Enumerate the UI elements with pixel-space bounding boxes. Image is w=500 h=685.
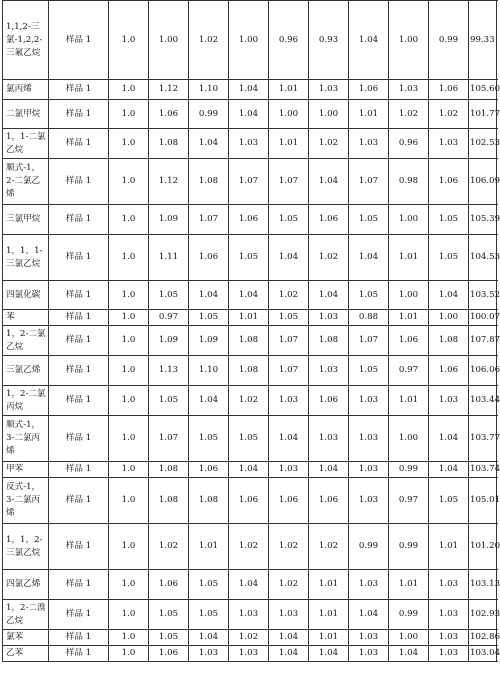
value-cell: 1.0 <box>109 100 149 129</box>
compound-name-cell: 1，1-二氯乙烷 <box>3 129 49 159</box>
value-cell: 1.06 <box>309 205 349 235</box>
value-cell: 0.99 <box>429 1 469 80</box>
sample-cell: 样品 1 <box>49 129 109 159</box>
value-cell: 1.01 <box>349 100 389 129</box>
value-cell: 1.00 <box>309 100 349 129</box>
value-cell: 1.07 <box>189 205 229 235</box>
recovery-rate-cell: 105.39 <box>469 205 497 235</box>
table-row <box>3 524 497 570</box>
value-cell: 1.02 <box>229 524 269 570</box>
value-cell: 1.05 <box>229 235 269 281</box>
value-cell: 1.00 <box>389 630 429 646</box>
compound-name-cell: 乙苯 <box>3 646 49 662</box>
recovery-rate-cell: 100.07 <box>469 310 497 326</box>
value-cell: 1.0 <box>109 356 149 386</box>
value-cell: 1.06 <box>429 356 469 386</box>
value-cell: 1.05 <box>229 416 269 462</box>
recovery-rate-cell: 106.06 <box>469 356 497 386</box>
recovery-rate-cell: 107.87 <box>469 326 497 356</box>
value-cell: 1.0 <box>109 281 149 310</box>
value-cell: 0.97 <box>149 310 189 326</box>
table-row <box>3 159 497 205</box>
recovery-rate-cell: 103.13 <box>469 570 497 600</box>
value-cell: 1.06 <box>229 205 269 235</box>
value-cell: 1.05 <box>189 310 229 326</box>
value-cell: 1.10 <box>189 80 229 100</box>
value-cell: 1.08 <box>149 462 189 478</box>
value-cell: 1.03 <box>349 129 389 159</box>
value-cell: 1.00 <box>429 310 469 326</box>
value-cell: 1.03 <box>389 80 429 100</box>
sample-cell: 样品 1 <box>49 80 109 100</box>
value-cell: 1.07 <box>149 416 189 462</box>
value-cell: 1.01 <box>269 80 309 100</box>
value-cell: 1.03 <box>309 416 349 462</box>
value-cell: 1.01 <box>389 570 429 600</box>
value-cell: 1.04 <box>309 281 349 310</box>
value-cell: 1.06 <box>389 326 429 356</box>
value-cell: 0.99 <box>349 524 389 570</box>
value-cell: 1.04 <box>429 462 469 478</box>
value-cell: 1.05 <box>349 205 389 235</box>
value-cell: 1.01 <box>389 310 429 326</box>
value-cell: 1.04 <box>189 386 229 416</box>
value-cell: 1.04 <box>269 235 309 281</box>
value-cell: 1.06 <box>229 478 269 524</box>
value-cell: 1.02 <box>309 129 349 159</box>
table-row <box>3 100 497 129</box>
value-cell: 1.00 <box>389 416 429 462</box>
value-cell: 1.03 <box>229 646 269 662</box>
table-row <box>3 416 497 462</box>
value-cell: 1.07 <box>349 326 389 356</box>
table-row <box>3 646 497 662</box>
value-cell: 1.07 <box>229 159 269 205</box>
value-cell: 1.00 <box>229 1 269 80</box>
table-row <box>3 1 497 80</box>
value-cell: 1.0 <box>109 524 149 570</box>
value-cell: 1.0 <box>109 159 149 205</box>
value-cell: 1.08 <box>229 326 269 356</box>
compound-name-cell: 1，2-二氯丙烷 <box>3 386 49 416</box>
value-cell: 1.03 <box>429 129 469 159</box>
table-row <box>3 462 497 478</box>
value-cell: 1.08 <box>429 326 469 356</box>
value-cell: 1.06 <box>149 100 189 129</box>
value-cell: 1.0 <box>109 600 149 630</box>
sample-cell: 样品 1 <box>49 356 109 386</box>
value-cell: 1.03 <box>349 630 389 646</box>
compound-name-cell: 1，2-二氯乙烷 <box>3 326 49 356</box>
value-cell: 1.00 <box>389 1 429 80</box>
value-cell: 1.04 <box>189 630 229 646</box>
value-cell: 1.05 <box>429 235 469 281</box>
value-cell: 1.04 <box>429 281 469 310</box>
compound-name-cell: 1,1,2-三氯-1,2,2-三氟乙烷 <box>3 1 49 80</box>
value-cell: 1.12 <box>149 159 189 205</box>
recovery-data-table <box>2 0 500 662</box>
value-cell: 0.99 <box>189 100 229 129</box>
value-cell: 1.05 <box>269 310 309 326</box>
value-cell: 1.05 <box>429 205 469 235</box>
recovery-rate-cell: 102.53 <box>469 129 497 159</box>
table-row <box>3 310 497 326</box>
value-cell: 0.96 <box>389 129 429 159</box>
value-cell: 1.04 <box>269 416 309 462</box>
value-cell: 1.03 <box>429 646 469 662</box>
value-cell: 0.88 <box>349 310 389 326</box>
value-cell: 1.03 <box>429 630 469 646</box>
value-cell: 1.0 <box>109 1 149 80</box>
sample-cell: 样品 1 <box>49 205 109 235</box>
value-cell: 1.07 <box>269 326 309 356</box>
value-cell: 1.06 <box>189 235 229 281</box>
table-row <box>3 235 497 281</box>
sample-cell: 样品 1 <box>49 416 109 462</box>
value-cell: 1.04 <box>229 570 269 600</box>
value-cell: 1.02 <box>229 630 269 646</box>
value-cell: 1.09 <box>149 326 189 356</box>
value-cell: 1.02 <box>309 524 349 570</box>
value-cell: 1.08 <box>189 478 229 524</box>
value-cell: 1.05 <box>189 570 229 600</box>
value-cell: 1.02 <box>269 570 309 600</box>
value-cell: 1.0 <box>109 235 149 281</box>
value-cell: 1.13 <box>149 356 189 386</box>
value-cell: 1.08 <box>149 129 189 159</box>
value-cell: 1.07 <box>269 356 309 386</box>
value-cell: 1.04 <box>349 600 389 630</box>
table-row <box>3 205 497 235</box>
sample-cell: 样品 1 <box>49 600 109 630</box>
table-row <box>3 630 497 646</box>
value-cell: 1.01 <box>309 630 349 646</box>
value-cell: 1.06 <box>149 570 189 600</box>
sample-cell: 样品 1 <box>49 159 109 205</box>
value-cell: 1.02 <box>189 1 229 80</box>
sample-cell: 样品 1 <box>49 524 109 570</box>
sample-cell: 样品 1 <box>49 1 109 80</box>
value-cell: 1.08 <box>229 356 269 386</box>
value-cell: 1.02 <box>229 386 269 416</box>
value-cell: 1.05 <box>149 600 189 630</box>
value-cell: 1.05 <box>269 205 309 235</box>
value-cell: 1.04 <box>229 281 269 310</box>
value-cell: 1.00 <box>149 1 189 80</box>
recovery-rate-cell: 103.04 <box>469 646 497 662</box>
value-cell: 1.03 <box>309 356 349 386</box>
value-cell: 1.05 <box>349 281 389 310</box>
value-cell: 1.06 <box>429 159 469 205</box>
compound-name-cell: 1，2-二溴乙烷 <box>3 600 49 630</box>
value-cell: 1.06 <box>349 80 389 100</box>
compound-name-cell: 1，1，2-三氯乙烷 <box>3 524 49 570</box>
value-cell: 1.0 <box>109 129 149 159</box>
value-cell: 1.04 <box>229 80 269 100</box>
value-cell: 1.01 <box>189 524 229 570</box>
compound-name-cell: 四氯乙烯 <box>3 570 49 600</box>
compound-name-cell: 顺式-1，2-二氯乙烯 <box>3 159 49 205</box>
value-cell: 1.03 <box>429 600 469 630</box>
compound-name-cell: 四氯化碳 <box>3 281 49 310</box>
value-cell: 1.04 <box>269 630 309 646</box>
value-cell: 1.0 <box>109 386 149 416</box>
value-cell: 1.03 <box>429 570 469 600</box>
value-cell: 1.06 <box>269 478 309 524</box>
value-cell: 1.04 <box>309 646 349 662</box>
value-cell: 1.04 <box>229 100 269 129</box>
value-cell: 1.03 <box>309 310 349 326</box>
value-cell: 1.05 <box>189 416 229 462</box>
value-cell: 1.06 <box>429 80 469 100</box>
value-cell: 1.08 <box>309 326 349 356</box>
value-cell: 1.06 <box>189 462 229 478</box>
value-cell: 1.10 <box>189 356 229 386</box>
value-cell: 1.05 <box>429 478 469 524</box>
value-cell: 1.04 <box>349 235 389 281</box>
value-cell: 1.05 <box>149 630 189 646</box>
value-cell: 1.00 <box>389 281 429 310</box>
recovery-rate-cell: 99.33 <box>469 1 497 80</box>
value-cell: 1.04 <box>229 462 269 478</box>
value-cell: 1.04 <box>189 281 229 310</box>
value-cell: 1.02 <box>389 100 429 129</box>
compound-name-cell: 二氯甲烷 <box>3 100 49 129</box>
value-cell: 1.01 <box>389 235 429 281</box>
compound-name-cell: 顺式-1，3-二氯丙烯 <box>3 416 49 462</box>
value-cell: 1.09 <box>189 326 229 356</box>
compound-name-cell: 氯丙烯 <box>3 80 49 100</box>
value-cell: 1.0 <box>109 326 149 356</box>
value-cell: 0.98 <box>389 159 429 205</box>
value-cell: 1.01 <box>229 310 269 326</box>
value-cell: 1.0 <box>109 462 149 478</box>
table-body <box>3 1 500 662</box>
value-cell: 1.08 <box>149 478 189 524</box>
table-row <box>3 326 497 356</box>
value-cell: 1.03 <box>349 462 389 478</box>
value-cell: 1.02 <box>149 524 189 570</box>
table-row <box>3 600 497 630</box>
compound-name-cell: 甲苯 <box>3 462 49 478</box>
sample-cell: 样品 1 <box>49 570 109 600</box>
value-cell: 1.03 <box>309 80 349 100</box>
value-cell: 1.05 <box>149 386 189 416</box>
value-cell: 1.09 <box>149 205 189 235</box>
value-cell: 0.96 <box>269 1 309 80</box>
sample-cell: 样品 1 <box>49 462 109 478</box>
value-cell: 1.07 <box>349 159 389 205</box>
value-cell: 1.05 <box>349 356 389 386</box>
value-cell: 1.04 <box>349 1 389 80</box>
sample-cell: 样品 1 <box>49 386 109 416</box>
compound-name-cell: 氯苯 <box>3 630 49 646</box>
value-cell: 1.02 <box>269 281 309 310</box>
recovery-rate-cell: 104.53 <box>469 235 497 281</box>
value-cell: 1.06 <box>309 386 349 416</box>
value-cell: 1.04 <box>309 462 349 478</box>
compound-name-cell: 1，1，1-三氯乙烷 <box>3 235 49 281</box>
value-cell: 1.0 <box>109 205 149 235</box>
value-cell: 1.03 <box>269 386 309 416</box>
value-cell: 0.97 <box>389 356 429 386</box>
recovery-rate-cell: 101.77 <box>469 100 497 129</box>
value-cell: 1.01 <box>309 600 349 630</box>
sample-cell: 样品 1 <box>49 326 109 356</box>
value-cell: 1.00 <box>269 100 309 129</box>
value-cell: 0.93 <box>309 1 349 80</box>
compound-name-cell: 反式-1，3-二氯丙烯 <box>3 478 49 524</box>
value-cell: 1.0 <box>109 80 149 100</box>
value-cell: 1.12 <box>149 80 189 100</box>
sample-cell: 样品 1 <box>49 478 109 524</box>
value-cell: 1.0 <box>109 310 149 326</box>
value-cell: 1.04 <box>189 129 229 159</box>
compound-name-cell: 三氯乙烯 <box>3 356 49 386</box>
value-cell: 1.01 <box>429 524 469 570</box>
value-cell: 1.04 <box>309 159 349 205</box>
sample-cell: 样品 1 <box>49 646 109 662</box>
table-row <box>3 129 497 159</box>
compound-name-cell: 苯 <box>3 310 49 326</box>
recovery-rate-cell: 102.86 <box>469 630 497 646</box>
value-cell: 1.03 <box>269 600 309 630</box>
value-cell: 1.03 <box>349 416 389 462</box>
sample-cell: 样品 1 <box>49 100 109 129</box>
sample-cell: 样品 1 <box>49 235 109 281</box>
value-cell: 1.0 <box>109 646 149 662</box>
recovery-rate-cell: 103.44 <box>469 386 497 416</box>
compound-name-cell: 三氯甲烷 <box>3 205 49 235</box>
sample-cell: 样品 1 <box>49 630 109 646</box>
value-cell: 1.11 <box>149 235 189 281</box>
value-cell: 1.0 <box>109 570 149 600</box>
value-cell: 1.01 <box>269 129 309 159</box>
value-cell: 0.99 <box>389 524 429 570</box>
value-cell: 1.03 <box>269 462 309 478</box>
table-row <box>3 281 497 310</box>
value-cell: 1.08 <box>189 159 229 205</box>
value-cell: 1.01 <box>309 570 349 600</box>
value-cell: 1.0 <box>109 416 149 462</box>
value-cell: 1.03 <box>349 570 389 600</box>
value-cell: 0.97 <box>389 478 429 524</box>
value-cell: 1.03 <box>349 478 389 524</box>
value-cell: 1.03 <box>189 646 229 662</box>
value-cell: 1.04 <box>389 646 429 662</box>
value-cell: 1.03 <box>429 386 469 416</box>
value-cell: 1.05 <box>149 281 189 310</box>
table-row <box>3 570 497 600</box>
sample-cell: 样品 1 <box>49 281 109 310</box>
value-cell: 1.01 <box>389 386 429 416</box>
table-row <box>3 356 497 386</box>
recovery-rate-cell: 101.20 <box>469 524 497 570</box>
value-cell: 1.07 <box>269 159 309 205</box>
recovery-rate-cell: 105.60 <box>469 80 497 100</box>
recovery-rate-cell: 102.93 <box>469 600 497 630</box>
value-cell: 0.99 <box>389 462 429 478</box>
value-cell: 1.03 <box>229 129 269 159</box>
value-cell: 1.05 <box>189 600 229 630</box>
table-row <box>3 80 497 100</box>
recovery-rate-cell: 103.77 <box>469 416 497 462</box>
value-cell: 1.04 <box>269 646 309 662</box>
value-cell: 1.06 <box>309 478 349 524</box>
recovery-rate-cell: 106.09 <box>469 159 497 205</box>
value-cell: 1.04 <box>429 416 469 462</box>
value-cell: 1.02 <box>429 100 469 129</box>
value-cell: 1.03 <box>349 646 389 662</box>
table-row <box>3 386 497 416</box>
recovery-rate-cell: 103.74 <box>469 462 497 478</box>
value-cell: 1.03 <box>349 386 389 416</box>
value-cell: 1.03 <box>229 600 269 630</box>
value-cell: 1.0 <box>109 630 149 646</box>
sample-cell: 样品 1 <box>49 310 109 326</box>
table-row <box>3 478 497 524</box>
value-cell: 0.99 <box>389 600 429 630</box>
value-cell: 1.06 <box>149 646 189 662</box>
recovery-rate-cell: 103.52 <box>469 281 497 310</box>
recovery-rate-cell: 105.01 <box>469 478 497 524</box>
value-cell: 1.00 <box>389 205 429 235</box>
value-cell: 1.02 <box>309 235 349 281</box>
value-cell: 1.02 <box>269 524 309 570</box>
value-cell: 1.0 <box>109 478 149 524</box>
